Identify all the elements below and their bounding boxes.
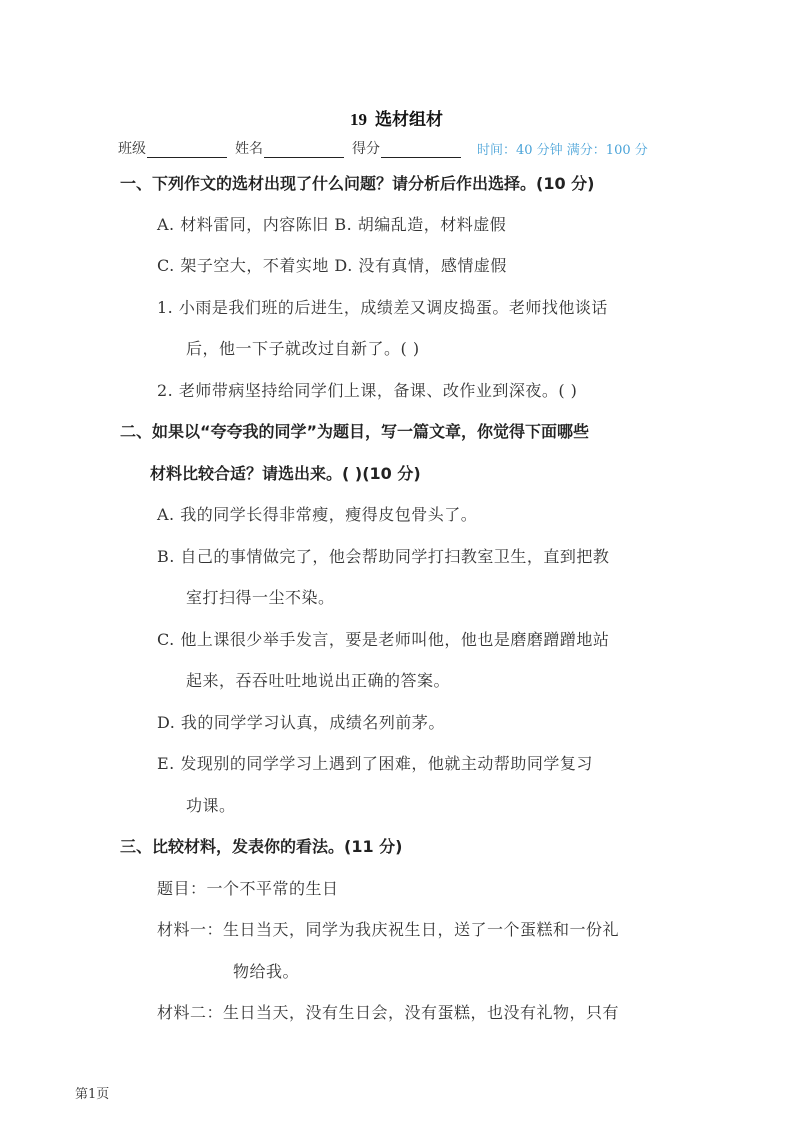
section1-heading: 一、下列作文的选材出现了什么问题？请分析后作出选择。(10 分) [120,174,595,193]
section2-option-d: D. 我的同学学习认真，成绩名列前茅。 [157,713,445,732]
section2-option-b-line2: 室打扫得一尘不染。 [186,588,335,607]
section2-heading-line1: 二、如果以“夸夸我的同学”为题目，写一篇文章，你觉得下面哪些 [120,422,590,441]
page-title [0,105,793,130]
lesson-number: 19 [350,110,367,129]
section1-question1-line1: 1. 小雨是我们班的后进生，成绩差又调皮捣蛋。老师找他谈话 [157,298,608,317]
section3-material1-line2: 物给我。 [233,962,300,981]
section2-option-c-line2: 起来，吞吞吐吐地说出正确的答案。 [186,671,451,690]
section1-options-cd: C. 架子空大，不着实地 D. 没有真情，感情虚假 [157,256,507,275]
class-field[interactable] [147,143,227,158]
section2-option-a: A. 我的同学长得非常瘦，瘦得皮包骨头了。 [157,505,478,524]
section2-option-c-line1: C. 他上课很少举手发言，要是老师叫他，他也是磨磨蹭蹭地站 [157,630,610,649]
class-label: 班级 [118,141,146,157]
section2-heading-line2: 材料比较合适？请选出来。( )(10 分) [150,464,421,483]
page-number: 第1页 [75,1087,110,1102]
section1-options-ab: A. 材料雷同，内容陈旧 B. 胡编乱造，材料虚假 [157,215,507,234]
score-field[interactable] [381,143,461,158]
section3-material2-line1: 材料二：生日当天，没有生日会，没有蛋糕，也没有礼物，只有 [157,1003,620,1022]
student-info-row [118,138,648,158]
section2-option-e-line2: 功课。 [186,796,236,815]
section1-question2: 2. 老师带病坚持给同学们上课，备课、改作业到深夜。( ) [157,381,578,400]
section3-material1-line1: 材料一：生日当天，同学为我庆祝生日，送了一个蛋糕和一份礼 [157,920,620,939]
name-label: 姓名 [235,141,263,157]
name-field[interactable] [264,143,344,158]
section3-topic: 题目：一个不平常的生日 [157,879,339,898]
lesson-title: 选材组材 [375,110,443,130]
time-and-score-info: 时间：40 分钟 满分：100 分 [477,143,648,158]
section2-option-b-line1: B. 自己的事情做完了，他会帮助同学打扫教室卫生，直到把教 [157,547,610,566]
section1-question1-line2: 后，他一下子就改过自新了。( ) [186,339,420,358]
section3-heading: 三、比较材料，发表你的看法。(11 分) [120,837,403,856]
section2-option-e-line1: E. 发现别的同学学习上遇到了困难，他就主动帮助同学复习 [157,754,593,773]
score-label: 得分 [352,141,380,157]
